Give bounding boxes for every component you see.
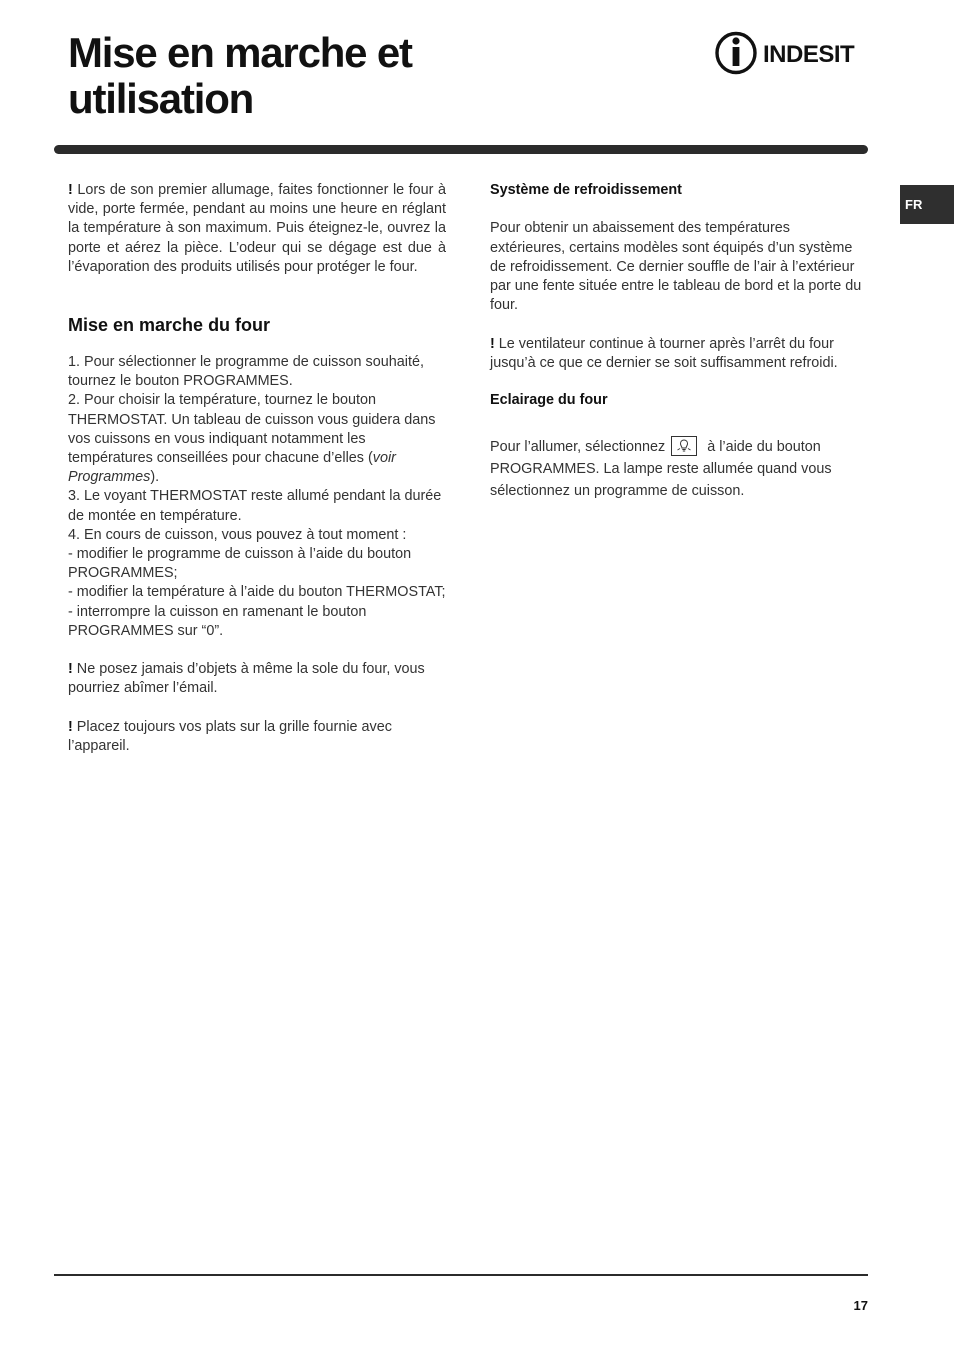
brand-name: INDESIT <box>763 41 855 68</box>
step-4-option-b: - modifier la température à l’aide du bouton THERMOSTAT; <box>68 584 446 601</box>
page-title-line1: Mise en marche et <box>68 29 412 76</box>
warning-mark: ! <box>490 335 495 352</box>
intro-text: Lors de son premier allumage, faites fonctionner le four à vide, porte fermée, pendant au moins une heure en réglant la température à son maximum. Puis éteignez-le, ouvrez la porte et aérez la pièce. L’odeur qui se dégage est due à l’évaporation des produits utilisés pour protéger le four. <box>68 182 446 275</box>
section-heading-light: Eclairage du four <box>490 392 608 408</box>
step-4-option-a: - modifier le programme de cuisson à l’aide du bouton PROGRAMMES; <box>68 546 412 582</box>
section-heading-startup: Mise en marche du four <box>68 315 271 336</box>
indesit-logo <box>714 30 870 76</box>
lamp-icon <box>671 436 697 456</box>
intro-paragraph <box>68 181 446 277</box>
warning-grill-text: Placez toujours vos plats sur la grille fournie avec l’appareil. <box>68 718 392 755</box>
warning-mark: ! <box>68 661 73 678</box>
step-4-option-c: - interrompre la cuisson en ramenant le bouton PROGRAMMES sur “0”. <box>68 603 367 639</box>
warning-grill <box>68 718 446 756</box>
warning-enamel-text: Ne posez jamais d’objets à même la sole du four, vous pourriez abîmer l’émail. <box>68 661 425 697</box>
step-2-text: 2. Pour choisir la température, tournez le bouton THERMOSTAT. Un tableau de cuisson vous guidera dans vos cuissons en vous indiquant notamment les températures conseillées pour chacune d’elles ( <box>68 392 436 467</box>
warning-mark: ! <box>68 718 73 735</box>
top-divider <box>54 145 868 154</box>
right-column <box>490 181 866 502</box>
step-1: 1. Pour sélectionner le programme de cuisson souhaité, tournez le bouton PROGRAMMES. <box>68 354 424 390</box>
cooling-warning-text: Le ventilateur continue à tourner après l’arrêt du four jusqu’à ce que ce dernier se soit suffisamment refroidi. <box>490 335 838 371</box>
language-tab: FR <box>900 185 954 224</box>
step-2-link-text: voir Programmes <box>68 450 396 486</box>
step-3: 3. Le voyant THERMOSTAT reste allumé pendant la durée de montée en température. <box>68 488 442 524</box>
light-text-before: Pour l’allumer, sélectionnez <box>490 439 666 456</box>
warning-mark: ! <box>68 182 73 198</box>
light-paragraph <box>490 436 866 502</box>
step-2-end: ). <box>150 469 160 486</box>
section-heading-cooling: Système de refroidissement <box>490 182 682 198</box>
left-column <box>68 181 446 756</box>
light-text-after: à l’aide du bouton PROGRAMMES. La lampe reste allumée quand vous sélectionnez un programme de cuisson. <box>490 439 832 500</box>
page-title <box>68 30 668 122</box>
cooling-paragraph: Pour obtenir un abaissement des températures extérieures, certains modèles sont équipés d’un système de refroidissement. Ce dernier souffle de l’air à l’extérieur par une fente située entre le tableau de bord et la porte du four. <box>490 220 862 314</box>
step-4: 4. En cours de cuisson, vous pouvez à tout moment : <box>68 526 407 543</box>
page-number: 17 <box>853 1298 868 1313</box>
step-2 <box>68 391 446 487</box>
cooling-warning <box>490 335 866 373</box>
warning-enamel <box>68 660 446 698</box>
page-title-line2: utilisation <box>68 75 254 122</box>
bottom-divider <box>54 1274 868 1276</box>
